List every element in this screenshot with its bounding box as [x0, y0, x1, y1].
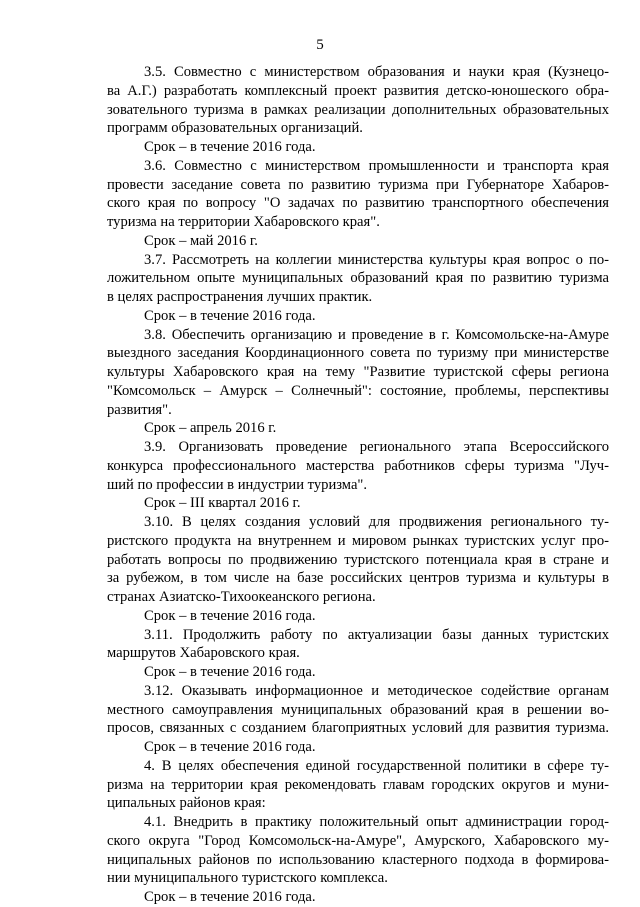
text-line: Срок – в течение 2016 года.	[144, 889, 316, 905]
text-line: ского края по вопросу "О задачах по развитию транспортного обеспечения	[107, 195, 609, 212]
text-line: развития".	[107, 401, 172, 418]
text-line: просов, связанных с созданием благоприятных условий для развития туризма.	[107, 720, 609, 737]
text-line: Срок – в течение 2016 года.	[144, 739, 316, 755]
text-line: 3.9. Организовать проведение регионального этапа Всероссийского	[144, 439, 609, 455]
text-line: Срок – в течение 2016 года.	[144, 307, 316, 324]
text-line: Срок – май 2016 г.	[144, 232, 258, 249]
text-line: 4.1. Внедрить в практику положительный опыт администрации город-	[144, 814, 609, 830]
text-line: ва А.Г.) разработать комплексный проект развития детско-юношеского обра-	[107, 82, 609, 99]
text-line: культуры Хабаровского края на тему "Развитие туристской сферы региона	[107, 364, 609, 380]
text-line: Срок – III квартал 2016 г.	[144, 495, 301, 512]
text-line: ший по профессии в индустрии туризма".	[107, 476, 368, 493]
text-line: ристского продукта на внутреннем и мировом рынках туристских услуг про-	[107, 532, 609, 549]
text-line: маршрутов Хабаровского края.	[107, 645, 300, 662]
text-line: в целях распространения лучших практик.	[107, 289, 373, 305]
text-line: 3.6. Совместно с министерством промышленности и транспорта края	[144, 157, 609, 174]
text-line: ризма на территории края рекомендовать главам городских округов и муни-	[107, 776, 609, 793]
text-line: 4. В целях обеспечения единой государственной политики в сфере ту-	[144, 757, 609, 774]
text-line: зовательного туризма в рамках реализации дополнительных образовательных	[107, 101, 609, 118]
text-line: 3.11. Продолжить работу по актуализации базы данных туристских	[144, 626, 609, 643]
text-line: "Комсомольск – Амурск – Солнечный": состояние, проблемы, перспективы	[107, 382, 609, 399]
text-line: ского округа "Город Комсомольск-на-Амуре", Амурского, Хабаровского му-	[107, 832, 609, 849]
text-line: 3.7. Рассмотреть на коллегии министерства культуры края вопрос о по-	[144, 251, 609, 268]
text-line: работать вопросы по продвижению туристского потенциала края в стране и	[107, 551, 609, 568]
text-line: местного самоуправления муниципальных образований края в решении во-	[107, 701, 609, 718]
page-number: 5	[316, 37, 324, 53]
text-line: Срок – в течение 2016 года.	[144, 139, 316, 155]
text-line: Срок – апрель 2016 г.	[144, 420, 277, 437]
text-line: провести заседание совета по развитию туризма при Губернаторе Хабаров-	[107, 176, 609, 193]
text-line: за рубежом, в том числе на базе российских центров туризма и культуры в	[107, 570, 609, 587]
text-line: ложительном опыте муниципальных образований края по развитию туризма	[107, 270, 609, 287]
text-line: Срок – в течение 2016 года.	[144, 664, 316, 680]
text-line: 3.8. Обеспечить организацию и проведение в г. Комсомольске-на-Амуре	[144, 326, 609, 343]
document-body	[107, 63, 609, 907]
text-line: нии муниципального туристского комплекса.	[107, 870, 388, 887]
text-line: программ образовательных организаций.	[107, 120, 363, 137]
text-line: 3.5. Совместно с министерством образования и науки края (Кузнецо-	[144, 64, 609, 80]
text-line: ципальных районов края:	[107, 795, 266, 812]
text-line: ниципальных районов по использованию кластерного подхода в формирова-	[107, 851, 609, 868]
text-line: Срок – в течение 2016 года.	[144, 607, 316, 624]
text-line: выездного заседания Координационного совета по туризму при министерстве	[107, 345, 609, 362]
text-line: туризма на территории Хабаровского края".	[107, 214, 380, 230]
text-line: странах Азиатско-Тихоокеанского региона.	[107, 589, 376, 605]
text-line: 3.10. В целях создания условий для продвижения регионального ту-	[144, 514, 609, 530]
text-line: конкурса профессионального мастерства работников сферы туризма "Луч-	[107, 457, 609, 474]
text-line: 3.12. Оказывать информационное и методическое содействие органам	[144, 682, 609, 699]
